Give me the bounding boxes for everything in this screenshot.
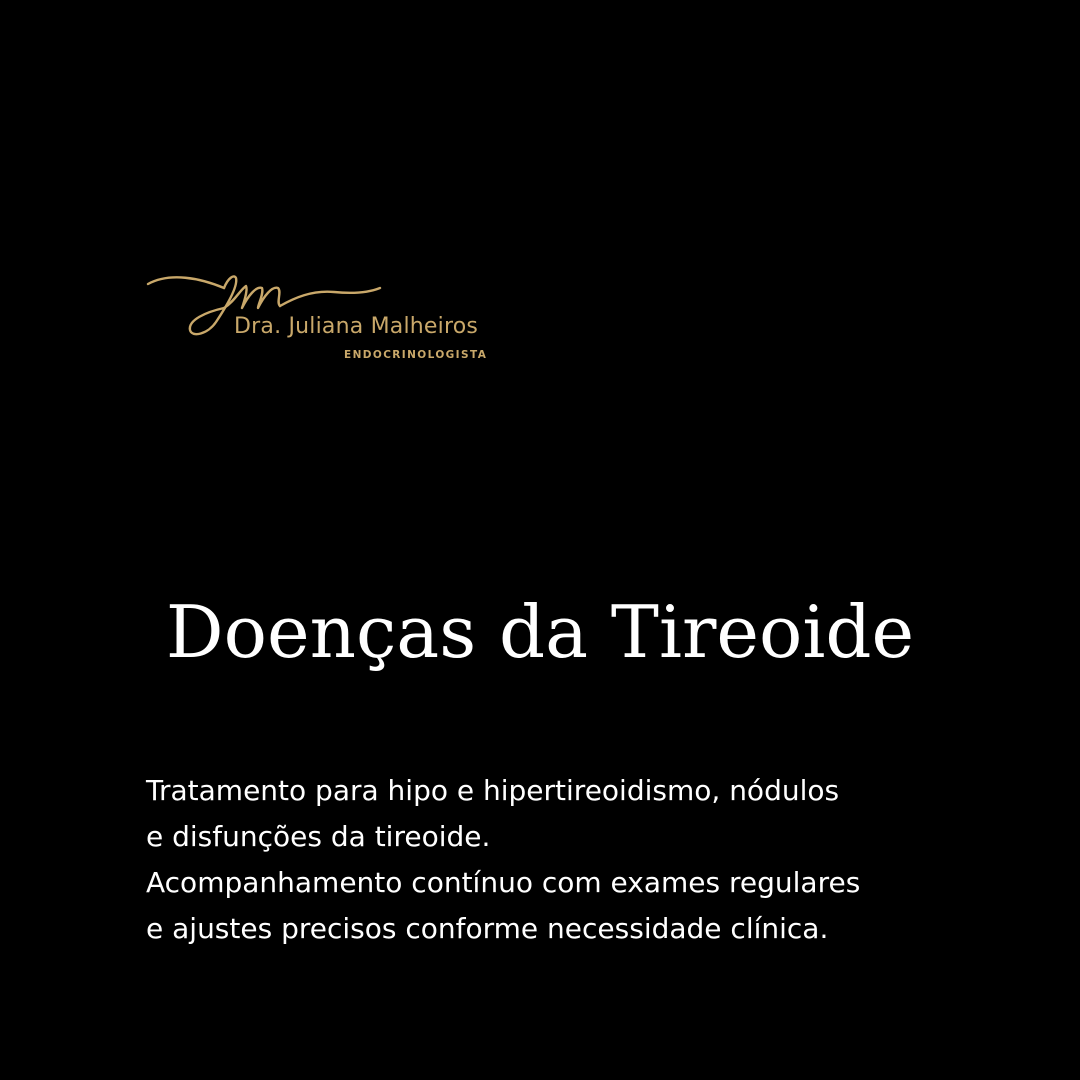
doctor-name: Dra. Juliana Malheiros — [234, 314, 479, 339]
description-line: Tratamento para hipo e hipertireoidismo, nódulos — [146, 774, 840, 807]
doctor-specialty: ENDOCRINOLOGISTA — [344, 349, 488, 361]
description-line: Acompanhamento contínuo com exames regulares — [146, 866, 861, 899]
description-line: e ajustes precisos conforme necessidade clínica. — [146, 912, 829, 945]
description-line: e disfunções da tireoide. — [146, 820, 491, 853]
description — [146, 768, 1006, 952]
headline: Doenças da Tireoide — [165, 590, 915, 674]
brand-logo — [144, 268, 504, 368]
